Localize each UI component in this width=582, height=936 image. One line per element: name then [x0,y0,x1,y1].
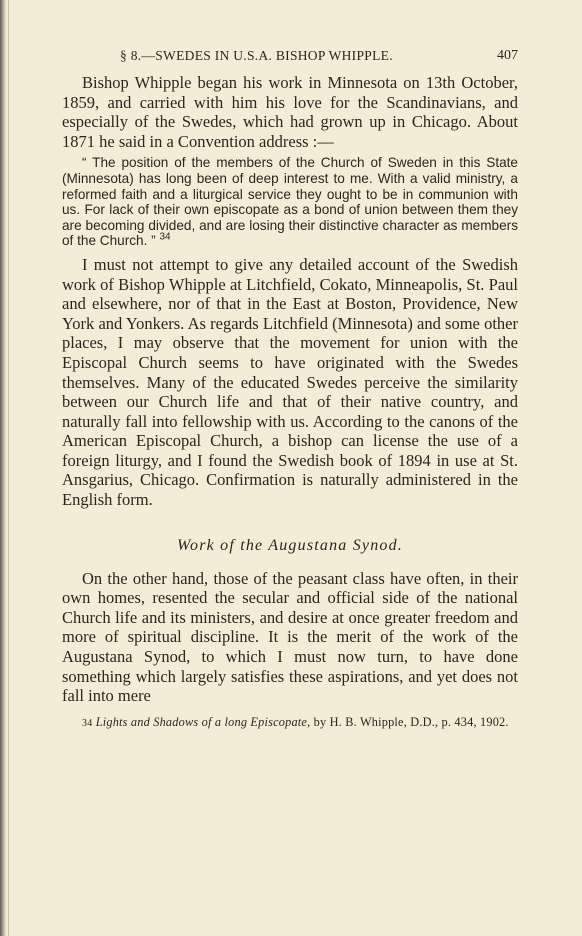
page-number: 407 [497,48,518,63]
page-body [62,73,518,731]
footnote-reference: 34 [159,231,171,243]
footnote-number: 34 [82,717,93,729]
quote-text: “ The position of the members of the Church of Sweden in this State (Minnesota) has long been of deep interest to me. With a valid ministry, a reformed faith and a liturgical service they ought to be in communion with us. For lack of their own episcopate as a bond of union between them they are becoming divided, and are losing their distinctive character as members of the Church. ” [62,155,518,249]
section-title: Work of the Augustana Synod. [176,536,404,554]
page-header [62,48,518,68]
footnote [62,715,518,732]
paragraph-augustana: On the other hand, those of the peasant class have often, in their own homes, resented the secular and official side of the national Church life and its ministers, and desire at once greater freedom and more of spiritual discipline. It is the merit of the work of the Augustana Synod, to which I must now turn, to have done something which largely satisfies these aspirations, and yet does not fall into mere [62,568,518,706]
footnote-title: Lights and Shadows of a long Episcopate, [95,714,311,729]
convention-quote [62,155,518,249]
book-gutter-edge [0,0,6,936]
page-margin-line [8,0,9,936]
paragraph-swedish-work: I must not attempt to give any detailed account of the Swedish work of Bishop Whipple at Litchfield, Cokato, Minneapolis, St. Paul and elsewhere, nor of that in the East at Boston, Providence, New York and Yonkers. As regards Litchfield (Minnesota) and some other places, I may observe that the movement for union with the Episcopal Church seems to have originated with the Swedes themselves. Many of the educated Swedes perceive the similarity between our Church life and that of their native country, and naturally fall into fellowship with us. According to the canons of the American Episcopal Church, a bishop can license the use of a foreign liturgy, and I found the Swedish book of 1894 in use at St. Ansgarius, Chicago. Confirmation is naturally administered in the English form. [62,254,518,510]
running-head: § 8.—SWEDES IN U.S.A. BISHOP WHIPPLE. [120,48,393,63]
footnote-citation: by H. B. Whipple, D.D., p. 434, 1902. [310,714,509,729]
paragraph-whipple-intro: Bishop Whipple began his work in Minnesota on 13th October, 1859, and carried with him his love for the Scandinavians, and especially of the Swedes, which had grown up in Chicago. About 1871 he said in a Convention address :— [62,73,518,151]
